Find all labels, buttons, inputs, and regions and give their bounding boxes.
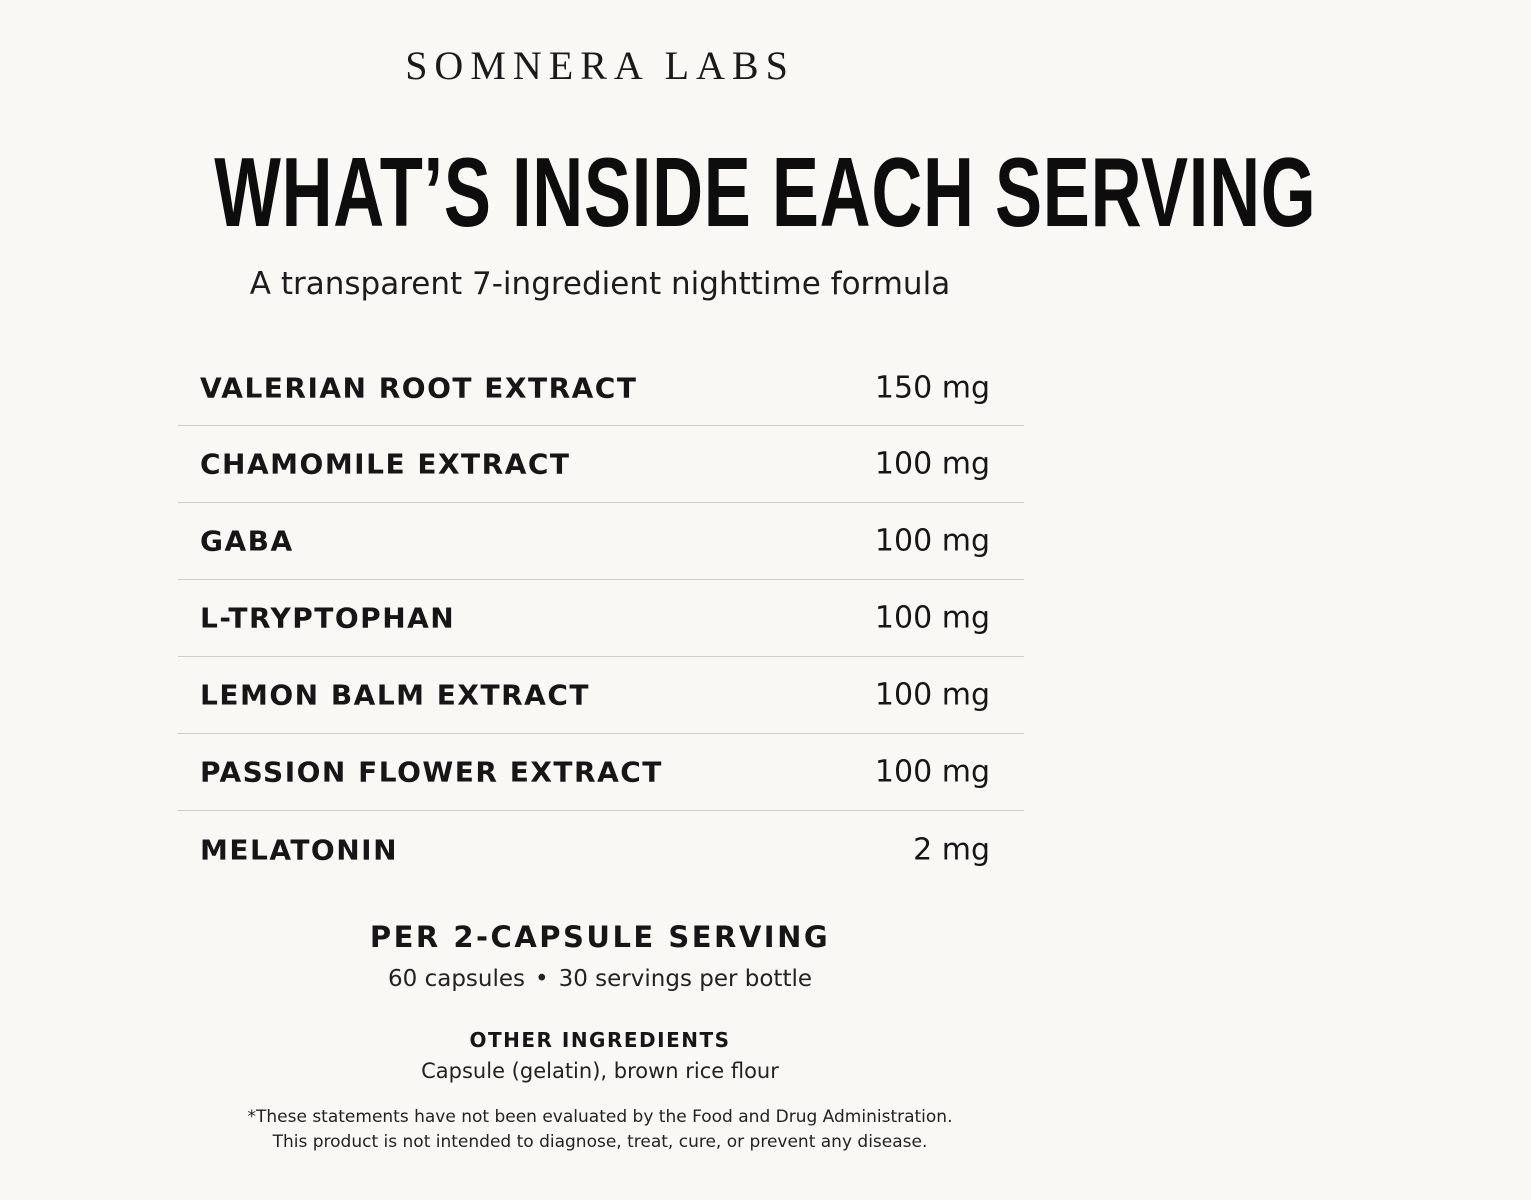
other-ingredients-list: Capsule (gelatin), brown rice flour	[421, 1059, 779, 1083]
ingredient-row	[178, 811, 1024, 888]
capsule-count: 60 capsules	[388, 966, 526, 992]
page-title-text: WHAT’S INSIDE EACH SERVING	[214, 137, 1317, 247]
ingredient-amount: 100 mg	[874, 600, 990, 636]
ingredient-row	[178, 503, 1024, 580]
ingredient-amount: 100 mg	[874, 677, 990, 713]
serving-title: PER 2-CAPSULE SERVING	[369, 920, 831, 954]
ingredient-row	[178, 426, 1024, 503]
ingredient-row	[178, 657, 1024, 734]
disclaimer-line-2: This product is not intended to diagnose, treat, cure, or prevent any disease.	[272, 1132, 928, 1152]
ingredient-name: LEMON BALM EXTRACT	[200, 678, 590, 712]
ingredient-row	[178, 734, 1024, 811]
ingredients-table	[178, 350, 1024, 888]
ingredient-amount: 150 mg	[874, 370, 990, 405]
ingredient-amount: 2 mg	[913, 832, 990, 867]
page-subtitle: A transparent 7-ingredient nighttime formula	[249, 266, 951, 302]
other-ingredients-title: OTHER INGREDIENTS	[469, 1028, 731, 1052]
ingredient-name: CHAMOMILE EXTRACT	[200, 447, 571, 481]
ingredient-name: MELATONIN	[200, 833, 399, 866]
ingredient-name: GABA	[200, 524, 294, 558]
ingredient-name: PASSION FLOWER EXTRACT	[200, 755, 663, 789]
servings-per-bottle: 30 servings per bottle	[558, 966, 812, 992]
ingredient-name: VALERIAN ROOT EXTRACT	[200, 371, 638, 404]
serving-detail	[0, 966, 1200, 992]
bullet-separator: •	[535, 966, 549, 992]
ingredient-amount: 100 mg	[874, 446, 990, 482]
page-title	[0, 132, 1317, 252]
ingredient-amount: 100 mg	[874, 523, 990, 559]
brand-name: SOMNERA LABS	[405, 43, 795, 88]
ingredient-row	[178, 350, 1024, 426]
ingredient-row	[178, 580, 1024, 657]
disclaimer-line-1: *These statements have not been evaluated by the Food and Drug Administration.	[247, 1107, 953, 1127]
ingredient-amount: 100 mg	[874, 754, 990, 790]
fda-disclaimer	[0, 1105, 1200, 1155]
ingredient-name: L-TRYPTOPHAN	[200, 601, 456, 635]
